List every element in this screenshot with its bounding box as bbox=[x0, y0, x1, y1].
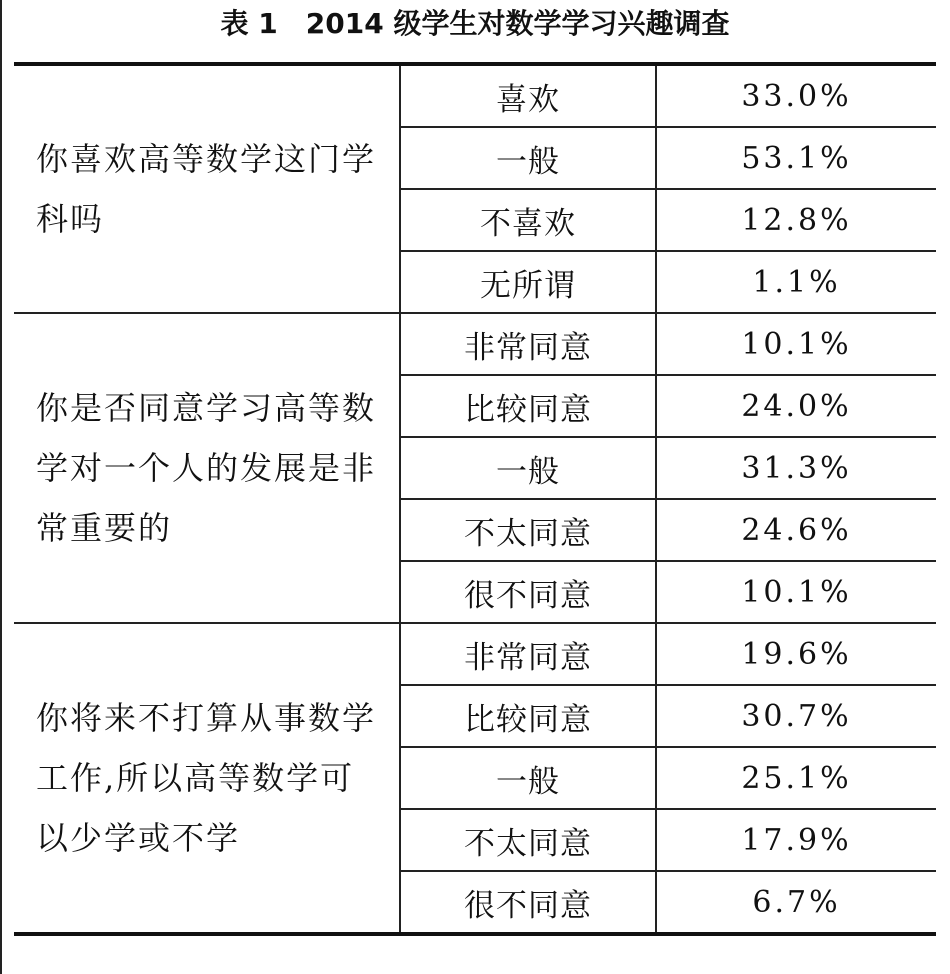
option-cell: 不喜欢 bbox=[400, 189, 656, 251]
option-cell: 很不同意 bbox=[400, 871, 656, 934]
option-cell: 不太同意 bbox=[400, 809, 656, 871]
percent-cell: 24.0% bbox=[656, 375, 936, 437]
table-number: 表 1 bbox=[220, 7, 278, 40]
table-row bbox=[14, 313, 936, 375]
table-caption bbox=[0, 0, 950, 44]
percent-cell: 10.1% bbox=[656, 561, 936, 623]
option-cell: 喜欢 bbox=[400, 64, 656, 127]
option-cell: 一般 bbox=[400, 747, 656, 809]
option-cell: 一般 bbox=[400, 127, 656, 189]
question-cell: 你将来不打算从事数学工作,所以高等数学可以少学或不学 bbox=[14, 623, 400, 934]
percent-cell: 6.7% bbox=[656, 871, 936, 934]
option-cell: 无所谓 bbox=[400, 251, 656, 313]
percent-cell: 33.0% bbox=[656, 64, 936, 127]
percent-cell: 10.1% bbox=[656, 313, 936, 375]
option-cell: 一般 bbox=[400, 437, 656, 499]
percent-cell: 17.9% bbox=[656, 809, 936, 871]
survey-table bbox=[14, 62, 936, 936]
percent-cell: 24.6% bbox=[656, 499, 936, 561]
option-cell: 非常同意 bbox=[400, 623, 656, 685]
question-cell: 你是否同意学习高等数学对一个人的发展是非常重要的 bbox=[14, 313, 400, 623]
page-left-rule bbox=[0, 0, 2, 974]
option-cell: 不太同意 bbox=[400, 499, 656, 561]
percent-cell: 12.8% bbox=[656, 189, 936, 251]
option-cell: 非常同意 bbox=[400, 313, 656, 375]
percent-cell: 30.7% bbox=[656, 685, 936, 747]
percent-cell: 1.1% bbox=[656, 251, 936, 313]
option-cell: 比较同意 bbox=[400, 685, 656, 747]
option-cell: 比较同意 bbox=[400, 375, 656, 437]
table-row bbox=[14, 64, 936, 127]
percent-cell: 25.1% bbox=[656, 747, 936, 809]
percent-cell: 19.6% bbox=[656, 623, 936, 685]
table-title: 2014 级学生对数学学习兴趣调查 bbox=[305, 7, 730, 40]
percent-cell: 53.1% bbox=[656, 127, 936, 189]
question-cell: 你喜欢高等数学这门学科吗 bbox=[14, 64, 400, 313]
table-row bbox=[14, 623, 936, 685]
option-cell: 很不同意 bbox=[400, 561, 656, 623]
percent-cell: 31.3% bbox=[656, 437, 936, 499]
